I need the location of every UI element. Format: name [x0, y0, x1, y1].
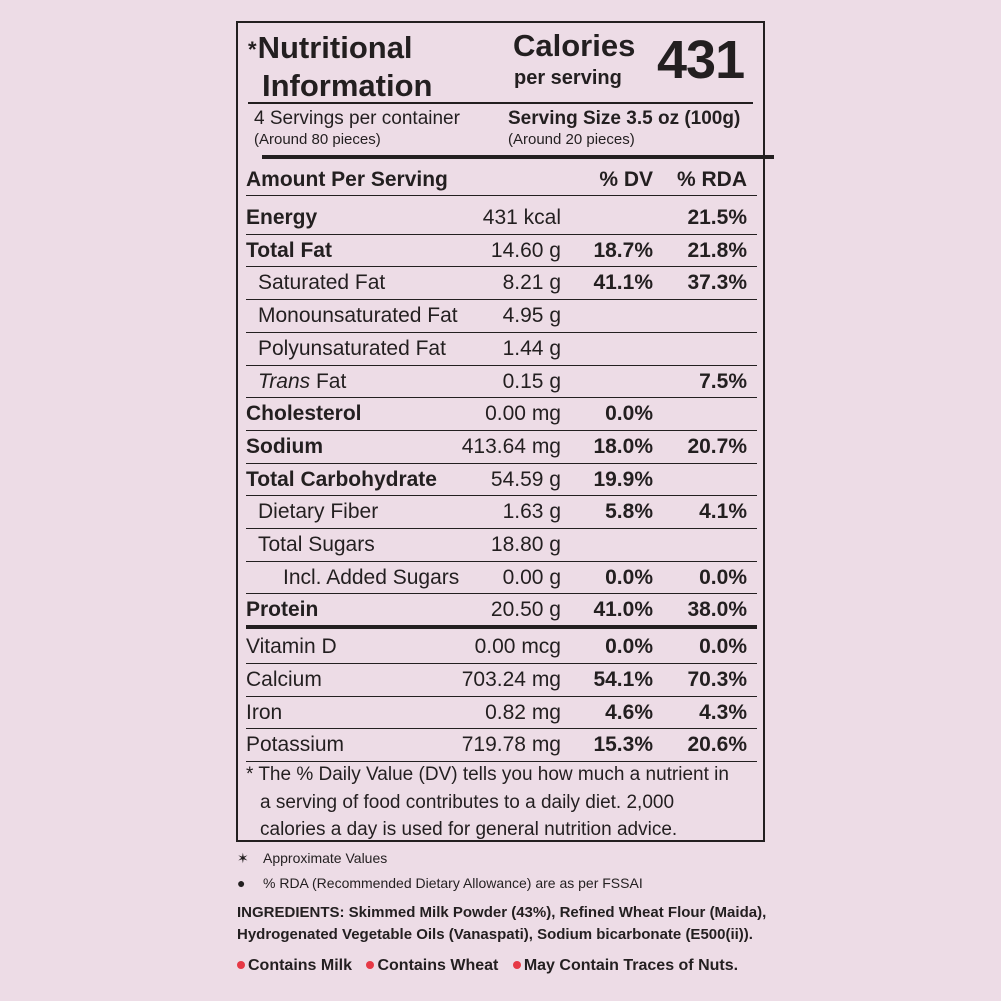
title-line2: Information — [262, 68, 433, 103]
nutrient-quantity: 719.78 mg — [461, 733, 561, 757]
nutrient-name: Iron — [246, 700, 283, 724]
footnote-line3: calories a day is used for general nutrition advice. — [260, 819, 678, 840]
nutrient-rda: 7.5% — [699, 369, 747, 393]
serving-size: Serving Size 3.5 oz (100g) — [508, 108, 741, 129]
nutrient-dv: 0.0% — [605, 402, 653, 426]
table-header — [246, 163, 757, 196]
calories-value: 431 — [657, 30, 745, 90]
table-row — [246, 593, 757, 626]
servings-per-container: 4 Servings per container — [254, 108, 460, 129]
approx-text: Approximate Values — [263, 850, 388, 866]
table-row — [246, 365, 757, 398]
allergen-item: Contains Wheat — [366, 957, 498, 974]
nutrient-quantity: 0.82 mg — [485, 700, 561, 724]
serving-size-note: (Around 20 pieces) — [508, 131, 635, 148]
nutrient-rda: 20.7% — [687, 434, 747, 458]
allergen-item: Contains Milk — [237, 957, 352, 974]
nutrient-name-italic: Trans — [258, 369, 311, 393]
nutrient-name: Saturated Fat — [258, 271, 386, 295]
star-icon: ✶ — [237, 850, 249, 866]
servings-note: (Around 80 pieces) — [254, 131, 381, 148]
nutrient-quantity: 4.95 g — [502, 304, 561, 328]
nutrient-dv: 41.0% — [593, 598, 653, 622]
nutrient-name: Protein — [246, 598, 319, 622]
nutrient-name: Vitamin D — [246, 635, 337, 659]
nutrient-quantity: 18.80 g — [490, 533, 561, 556]
nutrient-name: Cholesterol — [246, 402, 362, 426]
nutrient-name: Calcium — [246, 667, 322, 691]
table-row — [246, 234, 757, 267]
nutrient-name: Total Fat — [246, 238, 332, 262]
nutrient-rda: 20.6% — [687, 733, 747, 757]
nutrient-quantity: 0.00 mcg — [474, 635, 561, 659]
nutrient-dv: 41.1% — [593, 271, 653, 295]
allergen-dot-icon — [237, 961, 245, 969]
table-row — [246, 528, 757, 561]
nutrient-dv: 19.9% — [593, 467, 653, 491]
nutrient-quantity: 54.59 g — [490, 467, 561, 491]
thick-divider — [262, 155, 774, 159]
nutrient-rda: 0.0% — [699, 565, 747, 589]
nutrient-dv: 5.8% — [605, 500, 653, 524]
table-row — [246, 332, 757, 365]
allergens — [237, 957, 748, 975]
rda-text: % RDA (Recommended Dietary Allowance) are as per FSSAI — [263, 875, 643, 891]
nutrient-quantity: 0.00 g — [502, 565, 561, 589]
nutrient-name: Trans Fat — [258, 369, 347, 393]
table-row — [246, 430, 757, 463]
table-row — [246, 495, 757, 528]
nutrient-name: Monounsaturated Fat — [258, 304, 458, 328]
nutrient-rda: 37.3% — [687, 271, 747, 295]
nutrition-label — [236, 21, 765, 842]
label-title — [248, 29, 433, 105]
bullet-icon: ● — [237, 875, 246, 891]
nutrient-rda: 38.0% — [687, 598, 747, 622]
table-row — [246, 463, 757, 496]
ingredients-line2: Hydrogenated Vegetable Oils (Vanaspati), Sodium bicarbonate (E500(ii)). — [237, 926, 753, 943]
divider — [246, 625, 757, 629]
nutrient-rda: 0.0% — [699, 635, 747, 659]
nutrient-quantity: 20.50 g — [490, 598, 561, 622]
table-row — [246, 201, 757, 234]
divider — [246, 195, 757, 196]
servings-block — [254, 107, 460, 149]
allergen-dot-icon — [366, 961, 374, 969]
nutrient-quantity: 431 kcal — [482, 206, 561, 229]
serving-size-block — [508, 107, 740, 149]
nutrient-dv: 18.0% — [593, 434, 653, 458]
footnote-line1: * The % Daily Value (DV) tells you how much a nutrient in — [246, 764, 729, 785]
nutrient-rda: 21.5% — [687, 206, 747, 229]
nutrient-dv: 54.1% — [593, 667, 653, 691]
nutrient-name: Total Carbohydrate — [246, 467, 437, 491]
nutrient-quantity: 14.60 g — [490, 238, 561, 262]
nutrient-quantity: 1.44 g — [502, 336, 561, 360]
asterisk-icon: * — [248, 37, 257, 62]
table-row — [246, 397, 757, 430]
nutrient-dv: 18.7% — [593, 238, 653, 262]
table-row — [246, 696, 757, 729]
nutrient-name: Polyunsaturated Fat — [258, 336, 446, 360]
nutrient-name: Total Sugars — [258, 533, 375, 556]
rda-note — [237, 875, 643, 891]
nutrient-name: Energy — [246, 206, 318, 229]
nutrient-quantity: 703.24 mg — [461, 667, 561, 691]
nutrient-quantity: 0.15 g — [502, 369, 561, 393]
nutrient-name: Incl. Added Sugars — [283, 565, 460, 589]
allergen-dot-icon — [513, 961, 521, 969]
table-row — [246, 266, 757, 299]
table-row — [246, 299, 757, 332]
title-line1: Nutritional — [257, 30, 413, 65]
nutrient-dv: 15.3% — [593, 733, 653, 757]
ingredients-line1: INGREDIENTS: Skimmed Milk Powder (43%), Refined Wheat Flour (Maida), — [237, 904, 767, 921]
allergen-item: May Contain Traces of Nuts. — [513, 957, 738, 974]
nutrient-name: Sodium — [246, 434, 323, 458]
table-row — [246, 728, 757, 761]
rda-header: % RDA — [676, 168, 747, 191]
nutrient-rda: 21.8% — [687, 238, 747, 262]
nutrient-dv: 0.0% — [605, 635, 653, 659]
table-row — [246, 663, 757, 696]
nutrient-quantity: 1.63 g — [502, 500, 561, 524]
table-row — [246, 561, 757, 594]
calories-label: Calories — [513, 28, 636, 63]
per-serving-label: per serving — [514, 67, 622, 89]
nutrient-dv: 0.0% — [605, 565, 653, 589]
amount-per-serving-header: Amount Per Serving — [246, 168, 448, 191]
nutrient-name: Potassium — [246, 733, 345, 757]
nutrient-quantity: 8.21 g — [502, 271, 561, 295]
nutrient-quantity: 413.64 mg — [461, 434, 561, 458]
dv-footnote — [246, 761, 758, 844]
nutrient-name: Dietary Fiber — [258, 500, 379, 524]
nutrient-rda: 4.3% — [699, 700, 747, 724]
nutrient-quantity: 0.00 mg — [485, 402, 561, 426]
approx-note — [237, 850, 387, 867]
divider — [248, 102, 753, 104]
ingredients — [237, 902, 777, 946]
nutrient-dv: 4.6% — [605, 700, 653, 724]
nutrient-rda: 70.3% — [687, 667, 747, 691]
dv-header: % DV — [599, 168, 653, 191]
nutrient-rda: 4.1% — [699, 500, 747, 524]
table-row — [246, 630, 757, 663]
footnote-line2: a serving of food contributes to a daily diet. 2,000 — [260, 791, 675, 813]
